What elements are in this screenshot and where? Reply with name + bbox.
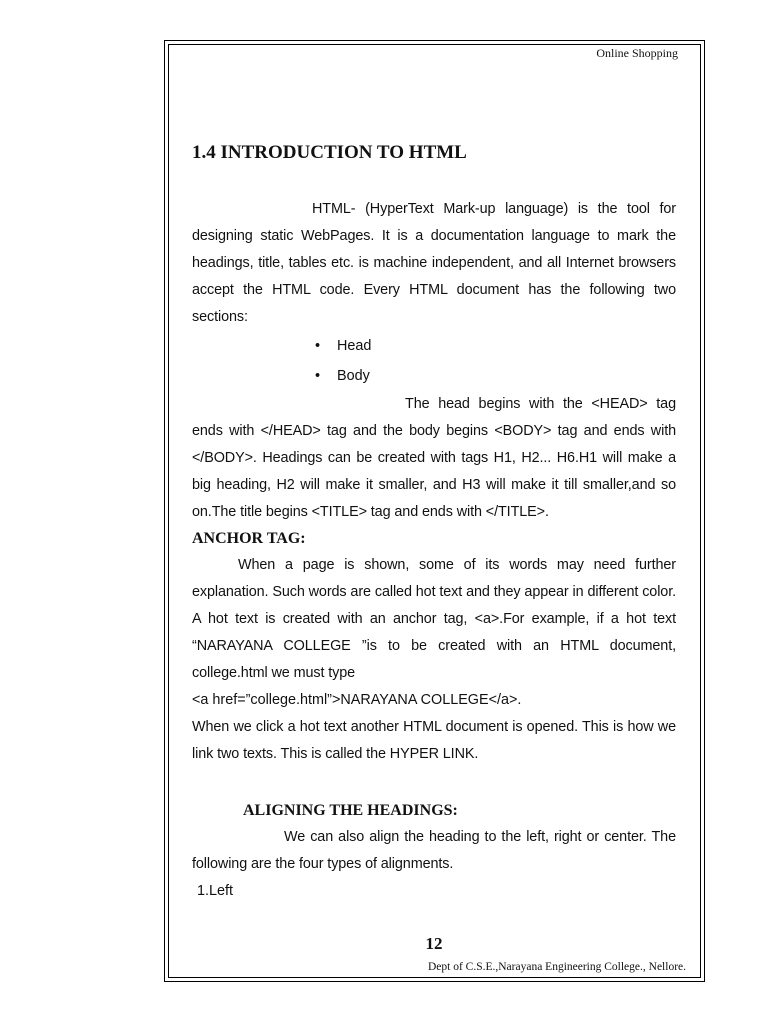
head-body-paragraph: The head begins with the <HEAD> tag ends with </HEAD> tag and the body begins <BODY> tag and ends with </BODY>. Headings can be created with tags H1, H2... H6.H1 will make a big heading, H2 will make it smaller, and H3 will make it till smaller,and so on.The title begins <TITLE> tag and ends with </TITLE>. <box>192 396 676 520</box>
footer-dept: Dept of C.S.E.,Narayana Engineering College., Nellore. <box>427 961 686 973</box>
page-number: 12 <box>425 934 443 953</box>
page-content <box>192 140 676 905</box>
anchor-code-line: <a href=”college.html”>NARAYANA COLLEGE</a>. <box>192 692 522 708</box>
intro-paragraph: HTML- (HyperText Mark-up language) is the tool for designing static WebPages. It is a documentation language to mark the headings, title, tables etc. is machine independent, and all Internet browsers accept the HTML code. Every HTML document has the following two sections: <box>192 201 676 325</box>
anchor-tag-heading: ANCHOR TAG: <box>192 530 306 547</box>
aligning-paragraph: We can also align the heading to the left, right or center. The following are the four types of alignments. <box>192 829 676 872</box>
aligning-heading: ALIGNING THE HEADINGS: <box>243 802 458 819</box>
bullet-icon: • <box>315 338 321 354</box>
hyperlink-paragraph: When we click a hot text another HTML document is opened. This is how we link two texts. This is called the HYPER LINK. <box>192 719 676 762</box>
list-item-left: 1.Left <box>197 883 234 899</box>
list-item: • Body <box>192 361 676 391</box>
section-list <box>192 331 676 391</box>
bullet-icon: • <box>315 368 321 384</box>
anchor-paragraph: When a page is shown, some of its words may need further explanation. Such words are called hot text and they appear in different color. A hot text is created with an anchor tag, <a>.For example, if a hot text “NARAYANA COLLEGE ”is to be created with an HTML document, college.html we must type <box>192 557 676 681</box>
running-header: Online Shopping <box>596 46 678 60</box>
section-title: 1.4 INTRODUCTION TO HTML <box>192 142 467 163</box>
list-item: • Head <box>192 331 676 361</box>
